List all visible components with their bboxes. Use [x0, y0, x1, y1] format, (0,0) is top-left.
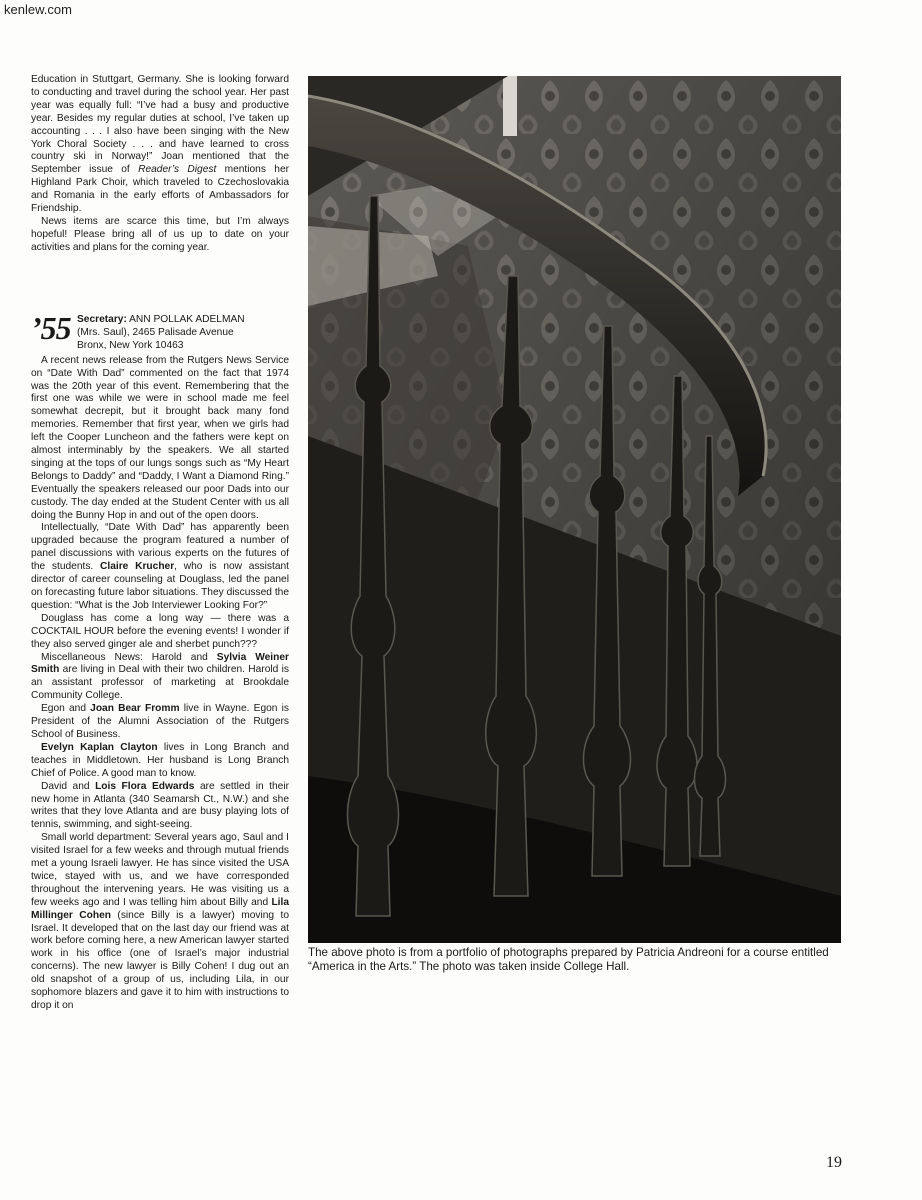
site-watermark: kenlew.com [4, 2, 72, 17]
paragraph: Small world department: Several years ago, Saul and I visited Israel for a few weeks and through mutual friends met a young Israeli lawyer. He has since visited the USA twice, stayed with us, and we have corresponded throughout the intervening years. He was visiting us a few weeks ago and I was telling him about Billy and Lila Millinger Cohen (since Billy is a lawyer) moving to Israel. It developed that on the last day our friend was at work before coming here, a new American lawyer started work in his office (one of Israel’s major industrial concerns). The new lawyer is Billy Cohen! I dug out an old snapshot of a group of us, including Lila, in our sophomore blazers and gave it to him with instructions to drop it on [31, 832, 289, 1011]
paragraph: Douglass has come a long way — there was a COCKTAIL HOUR before the evening events! I wonder if they also served ginger ale and sherbet punch??? [31, 612, 289, 650]
staircase-photo [308, 76, 841, 943]
paragraph: Egon and Joan Bear Fromm live in Wayne. Egon is President of the Alumni Association of the Rutgers School of Business. [31, 703, 289, 740]
photo-caption: The above photo is from a portfolio of photographs prepared by Patricia Andreoni for a course entitled “America in the Arts.” The photo was taken inside College Hall. [308, 946, 829, 973]
page-number: 19 [826, 1154, 842, 1171]
class-year: ’55 [31, 309, 71, 346]
class-header [31, 309, 289, 352]
paragraph: Intellectually, “Date With Dad” has apparently been upgraded because the program featured a number of panel discussions with various experts on the futures of the students. Claire Krucher, who is now assistant director of career counseling at Douglass, led the panel on forecasting future labor situations. They discussed the question: “What is the Job Interviewer Looking For?” [31, 522, 289, 611]
paragraph: A recent news release from the Rutgers News Service on “Date With Dad” commented on the fact that 1974 was the 20th year of this event. Remembering that the first one was while we were in school made me feel somewhat decrepit, but it brought back many fond memories. Remember that first year, when we girls had left the Cooper Luncheon and the fathers were kept on almost interminably by the speakers. We all started singing at the tops of our lungs songs such as “My Heart Belongs to Daddy” and “Daddy, I Want a Diamond Ring.” Eventually the speakers released our poor Dads into our custody. The day ended at the Student Center with us all doing the Bunny Hop in and out of the open doors. [31, 354, 289, 521]
secretary-info: Secretary: ANN POLLAK ADELMAN (Mrs. Saul), 2465 Palisade Avenue Bronx, New York 10463 [77, 313, 245, 351]
paragraph: Miscellaneous News: Harold and Sylvia Weiner Smith are living in Deal with their two children. Harold is an assistant professor of marketing at Brookdale Community College. [31, 651, 289, 702]
paragraph: News items are scarce this time, but I’m always hopeful! Please bring all of us up to date on your activities and plans for the coming year. [31, 215, 289, 253]
paragraph: Evelyn Kaplan Clayton lives in Long Branch and teaches in Middletown. Her husband is Long Branch Chief of Police. A good man to know. [31, 741, 289, 779]
paragraph: Education in Stuttgart, Germany. She is looking forward to conducting and travel during the school year. Her past year was equally full: “I’ve had a busy and productive year. Besides my regular duties at school, I’ve taken up accounting . . . I also have been singing with the New York Choral Society . . . and have learned to cross country ski in Norway!” Joan mentioned that the September issue of Reader’s Digest mentions her Highland Park Choir, which traveled to Czechoslovakia and Romania in the early efforts of Ambassadors for Friendship. [31, 74, 289, 215]
paragraph: David and Lois Flora Edwards are settled in their new home in Atlanta (340 Seamarsh Ct., N.W.) and she writes that they love Atlanta and are busy playing lots of tennis, swimming, and sight-seeing. [31, 780, 289, 831]
text-column [31, 74, 289, 1013]
